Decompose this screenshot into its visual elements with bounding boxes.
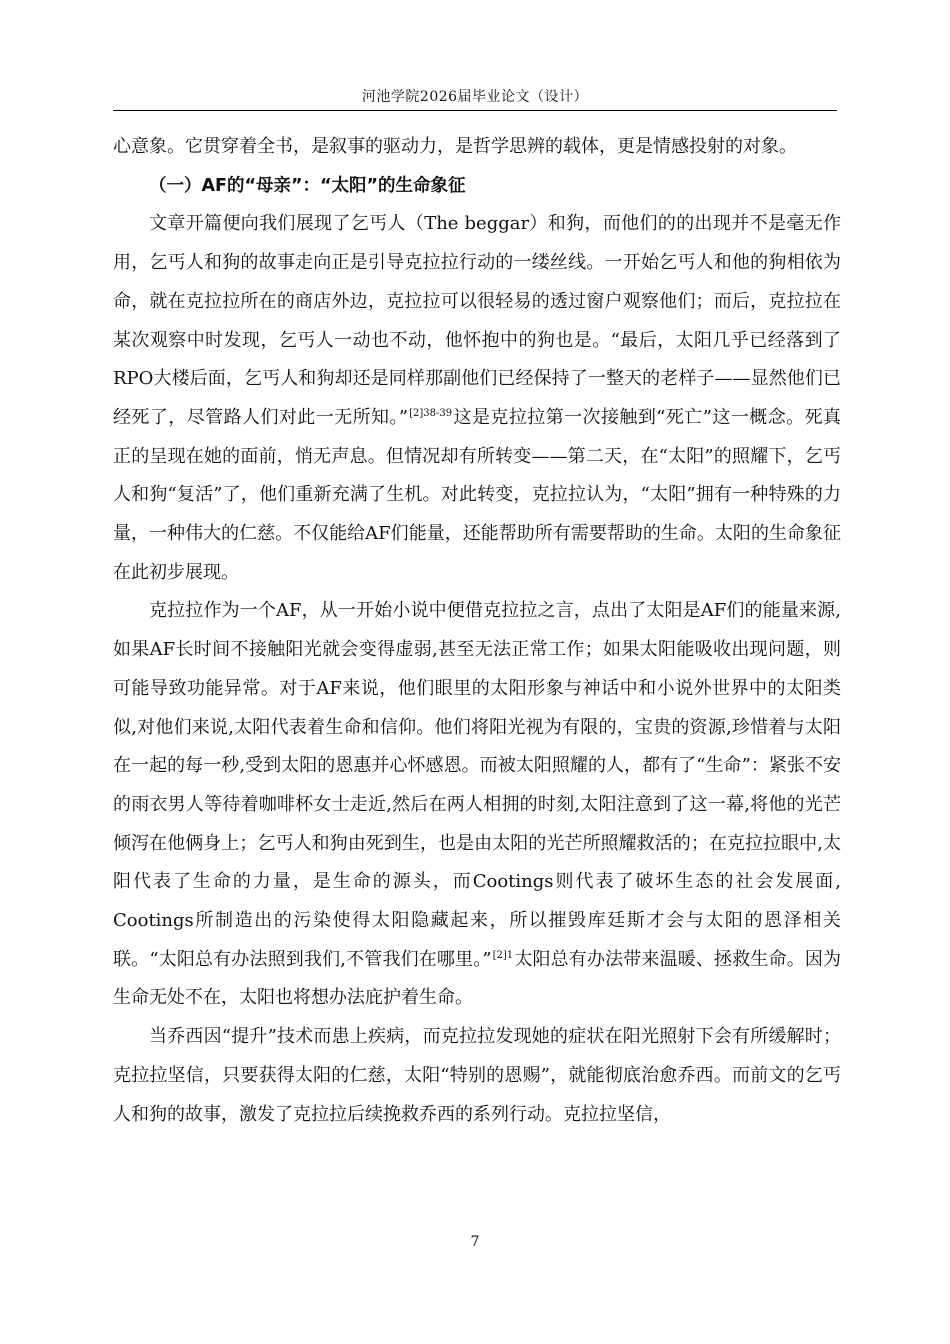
citation-marker: [2]38-39 <box>409 407 453 419</box>
body-text <box>113 128 841 1134</box>
paragraph-2 <box>113 592 841 1018</box>
section-heading: （一）AF的“母亲”：“太阳”的生命象征 <box>149 175 466 196</box>
citation-marker: [2]1 <box>492 949 514 961</box>
page-number: 7 <box>470 1234 480 1250</box>
header-rule <box>113 110 837 111</box>
paragraph-1-text-b: 这是克拉拉第一次接触到“死亡”这一概念。死真正的呈现在她的面前，悄无声息。但情况却有所转变——第二天，在“太阳”的照耀下，乞丐人和狗“复活”了，他们重新充满了生机。对此转变，克拉拉认为，“太阳”拥有一种特殊的力量，一种伟大的仁慈。不仅能给AF们能量，还能帮助所有需要帮助的生命。太阳的生命象征在此初步展现。 <box>113 406 842 583</box>
paragraph-1 <box>113 205 841 592</box>
paragraph-2-text-a: 克拉拉作为一个AF，从一开始小说中便借克拉拉之言，点出了太阳是AF们的能量来源,如果AF长时间不接触阳光就会变得虚弱,甚至无法正常工作；如果太阳能吸收出现问题，则可能导致功能异常。对于AF来说，他们眼里的太阳形象与神话中和小说外世界中的太阳类似,对他们来说,太阳代表着生命和信仰。他们将阳光视为有限的，宝贵的资源,珍惜着与太阳在一起的每一秒,受到太阳的恩惠并心怀感恩。而被太阳照耀的人，都有了“生命”：紧张不安的雨衣男人等待着咖啡杯女士走近,然后在两人相拥的时刻,太阳注意到了这一幕,将他的光芒倾泻在他俩身上；乞丐人和狗由死到生，也是由太阳的光芒所照耀救活的；在克拉拉眼中,太阳代表了生命的力量，是生命的源头，而Cootings则代表了破坏生态的社会发展面, Cootings所制造出的污染使得太阳隐藏起来，所以摧毁库廷斯才会与太阳的恩泽相关联。“太阳总有办法照到我们,不管我们在哪里。” <box>113 600 841 970</box>
paragraph-1-text-a: 文章开篇便向我们展现了乞丐人（The beggar）和狗，而他们的的出现并不是毫无作用，乞丐人和狗的故事走向正是引导克拉拉行动的一缕丝线。一开始乞丐人和他的狗相依为命，就在克拉拉所在的商店外边，克拉拉可以很轻易的透过窗户观察他们；而后，克拉拉在某次观察中时发现，乞丐人一动也不动，他怀抱中的狗也是。“最后，太阳几乎已经落到了RPO大楼后面，乞丐人和狗却还是同样那副他们已经保持了一整天的老样子——显然他们已经死了，尽管路人们对此一无所知。” <box>113 213 841 428</box>
page-header: 河池学院2026届毕业论文（设计） <box>361 89 589 105</box>
paragraph-3: 当乔西因“提升”技术而患上疾病，而克拉拉发现她的症状在阳光照射下会有所缓解时；克拉拉坚信，只要获得太阳的仁慈，太阳“特别的恩赐”，就能彻底治愈乔西。而前文的乞丐人和狗的故事，激发了克拉拉后续挽救乔西的系列行动。克拉拉坚信， <box>113 1026 841 1125</box>
paragraph-continued: 心意象。它贯穿着全书，是叙事的驱动力，是哲学思辨的载体，更是情感投射的对象。 <box>113 136 797 157</box>
paragraph-2-text-b: 太阳总有办法带来温暖、拯救生命。因为生命无处不在，太阳也将想办法庇护着生命。 <box>113 948 842 1009</box>
